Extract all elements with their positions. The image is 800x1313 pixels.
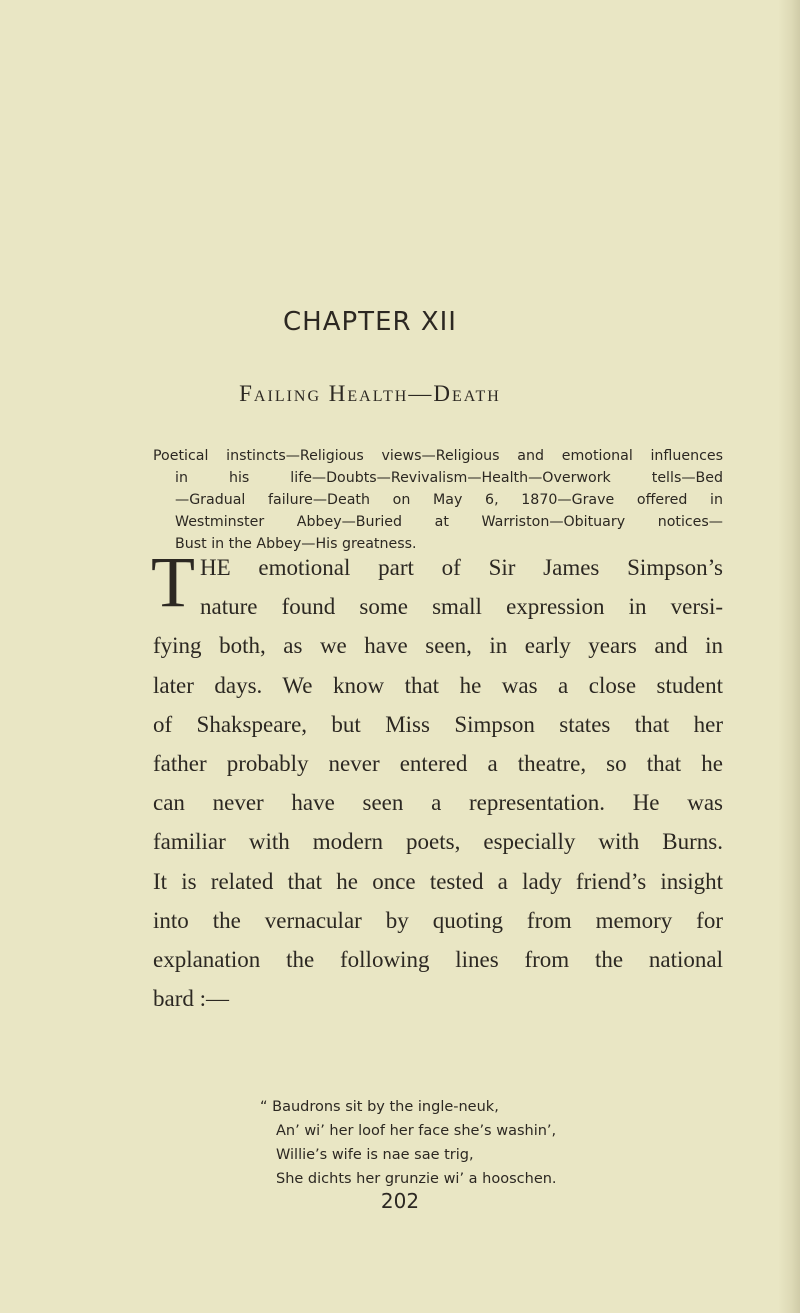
page-edge-shadow	[778, 0, 800, 1313]
body-line: explanation the following lines from the national	[153, 947, 723, 973]
body-line: of Shakspeare, but Miss Simpson states that her	[153, 711, 723, 737]
verse-line: Willie’s wife is nae sae trig,	[276, 1147, 474, 1163]
page-number: 202	[380, 1189, 420, 1213]
synopsis-line: Westminster Abbey—Buried at Warriston—Obituary notices—	[175, 514, 723, 530]
synopsis-line: Poetical instincts—Religious views—Religious and emotional influences	[153, 448, 723, 464]
body-line: bard :—	[153, 986, 230, 1012]
chapter-synopsis	[153, 445, 723, 555]
verse-line: She dichts her grunzie wi’ a hooschen.	[276, 1171, 557, 1187]
body-line: fying both, as we have seen, in early years and in	[153, 633, 723, 659]
body-line: later days. We know that he was a close student	[153, 672, 723, 698]
synopsis-line: —Gradual failure—Death on May 6, 1870—Grave offered in	[175, 492, 723, 508]
chapter-number: CHAPTER XII	[283, 307, 457, 337]
body-line: nature found some small expression in versi-	[200, 594, 723, 620]
body-line: familiar with modern poets, especially with Burns.	[153, 829, 723, 855]
body-line: It is related that he once tested a lady friend’s insight	[153, 868, 723, 894]
verse-line: “ Baudrons sit by the ingle-neuk,	[260, 1099, 499, 1115]
synopsis-line: in his life—Doubts—Revivalism—Health—Overwork tells—Bed	[175, 470, 723, 486]
verse-line: An’ wi’ her loof her face she’s washin’,	[276, 1123, 557, 1139]
synopsis-line: Bust in the Abbey—His greatness.	[175, 536, 417, 552]
drop-cap: T	[151, 542, 195, 622]
body-line: father probably never entered a theatre, so that he	[153, 751, 723, 777]
body-line: can never have seen a representation. He was	[153, 790, 723, 816]
body-line: into the vernacular by quoting from memory for	[153, 907, 723, 933]
chapter-title: Failing Health—Death	[239, 381, 501, 406]
verse-quotation	[260, 1095, 720, 1191]
body-line: HE emotional part of Sir James Simpson’s	[200, 555, 723, 580]
